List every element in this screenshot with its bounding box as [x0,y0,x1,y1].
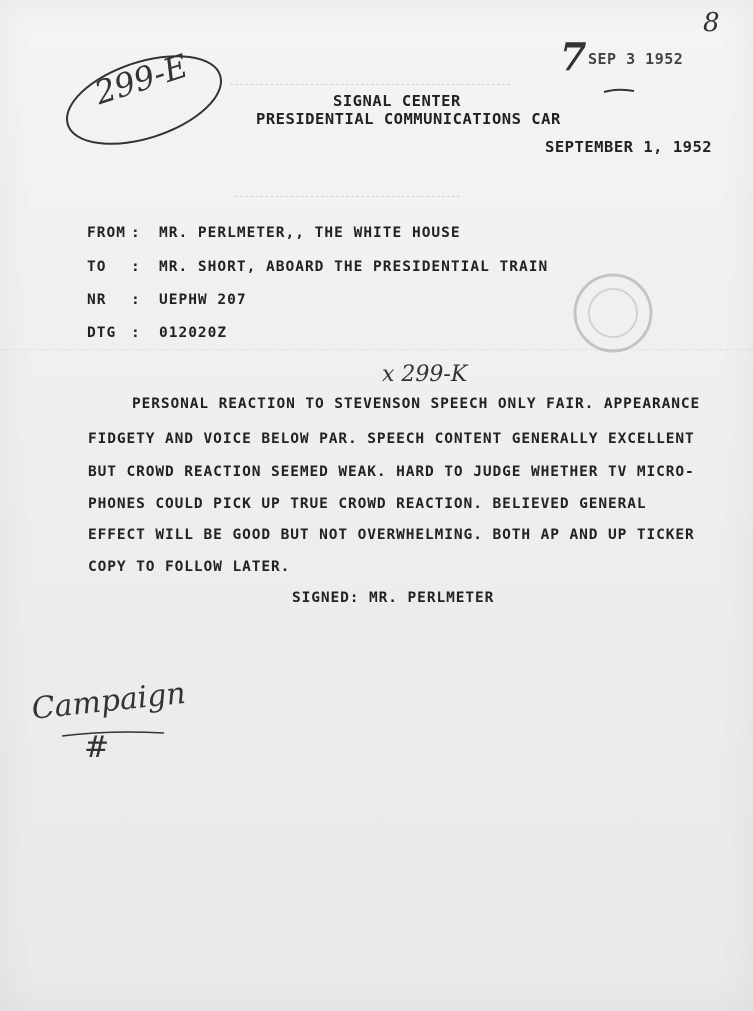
header-line2: PRESIDENTIAL COMMUNICATIONS CAR [256,110,561,128]
field-from [87,225,461,241]
stamp-dash [600,82,640,98]
file-number: 299-E [90,46,193,113]
field-sep: : [131,292,141,308]
field-value: UEPHW 207 [159,292,247,308]
field-sep: : [131,259,141,275]
category-note: Campaign [30,675,188,727]
field-nr [87,292,247,308]
message-line: PERSONAL REACTION TO STEVENSON SPEECH ONLY FAIR. APPEARANCE [132,396,701,412]
field-sep: : [131,325,141,341]
message-line: PHONES COULD PICK UP TRUE CROWD REACTION. BELIEVED GENERAL [88,496,647,512]
field-label: DTG [87,325,117,341]
field-label: NR [87,292,107,308]
faint-rule [230,84,510,85]
header-line1: SIGNAL CENTER [333,92,461,110]
field-value: MR. PERLMETER,, THE WHITE HOUSE [159,225,461,241]
field-value: 012020Z [159,325,228,341]
faint-rule [235,196,460,197]
message-line: COPY TO FOLLOW LATER. [88,559,291,575]
document-date: SEPTEMBER 1, 1952 [545,138,713,156]
field-to [87,259,548,275]
cross-reference: x 299-K [382,362,468,387]
date-stamp-hand: 7 [560,34,587,79]
message-line: BUT CROWD REACTION SEEMED WEAK. HARD TO JUDGE WHETHER TV MICRO- [88,464,695,480]
field-label: TO [87,259,107,275]
category-mark: # [84,730,110,765]
field-label: FROM [87,225,126,241]
message-line: FIDGETY AND VOICE BELOW PAR. SPEECH CONTENT GENERALLY EXCELLENT [88,431,695,447]
message-line: EFFECT WILL BE GOOD BUT NOT OVERWHELMING. BOTH AP AND UP TICKER [88,527,695,543]
date-stamp: SEP 3 1952 [588,50,684,68]
field-value: MR. SHORT, ABOARD THE PRESIDENTIAL TRAIN [159,259,549,275]
signature: SIGNED: MR. PERLMETER [292,590,495,606]
category-underline [60,728,170,742]
corner-mark: 8 [703,8,720,38]
field-sep: : [131,225,141,241]
library-stamp [568,268,658,358]
field-dtg [87,325,227,341]
